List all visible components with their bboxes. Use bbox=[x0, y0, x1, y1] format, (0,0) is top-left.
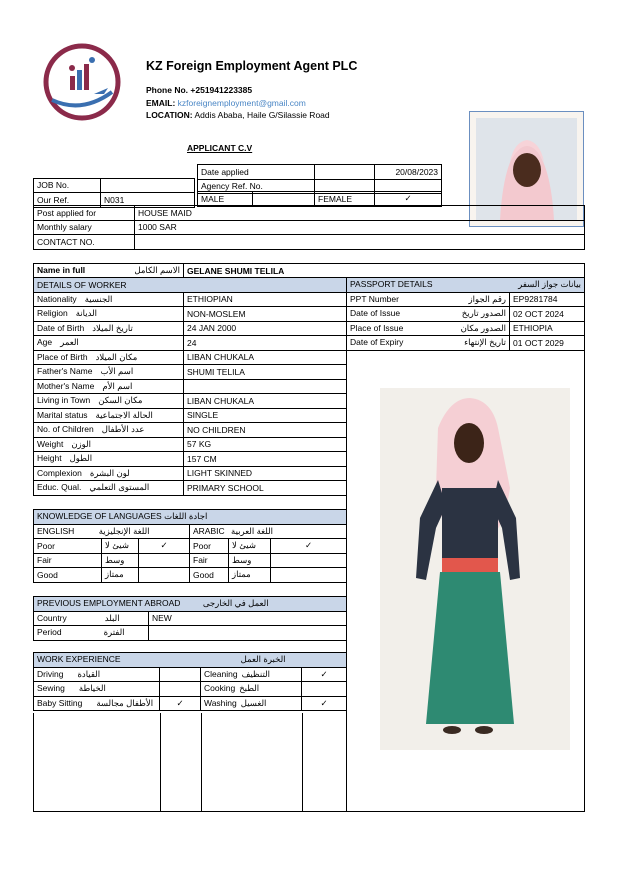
details-label: Marital status bbox=[37, 409, 88, 420]
experience-header: WORK EXPERIENCE bbox=[37, 654, 121, 665]
male-label: MALE bbox=[198, 192, 253, 207]
passport-label: Place of Issue bbox=[350, 322, 404, 333]
passport-value: EP9281784 bbox=[510, 292, 585, 307]
arabic-level-label-ar: شيئ لا bbox=[229, 539, 271, 554]
female-label: FEMALE bbox=[315, 192, 375, 207]
our-ref-value: N031 bbox=[101, 193, 195, 208]
details-value: 57 KG bbox=[184, 437, 347, 452]
check-icon bbox=[271, 568, 347, 583]
details-row bbox=[34, 292, 347, 307]
previous-header-ar: العمل في الخارجى bbox=[202, 598, 269, 609]
agency-ref-label: Agency Ref. No. bbox=[198, 179, 315, 194]
details-label: Date of Birth bbox=[37, 322, 85, 333]
details-row bbox=[34, 481, 347, 496]
details-row bbox=[34, 350, 347, 365]
passport-table bbox=[346, 277, 585, 351]
name-label-ar: الاسم الكامل bbox=[134, 265, 180, 276]
check-icon: ✓ bbox=[302, 696, 347, 711]
experience-label: Driving bbox=[37, 668, 64, 679]
details-label-ar: العمر bbox=[60, 337, 79, 348]
passport-value: ETHIOPIA bbox=[510, 321, 585, 336]
our-ref-label: Our Ref. bbox=[34, 193, 101, 208]
arabic-level-label: Fair bbox=[190, 553, 229, 568]
work-experience-table bbox=[33, 652, 347, 711]
post-table bbox=[33, 205, 585, 250]
details-label-ar: مكان الميلاد bbox=[95, 351, 138, 362]
details-value: SINGLE bbox=[184, 408, 347, 423]
arabic-level-label-ar: ممتاز bbox=[229, 568, 271, 583]
passport-label: Date of Expiry bbox=[350, 337, 404, 348]
period-label-ar: الفترة bbox=[103, 627, 125, 638]
details-value: SHUMI TELILA bbox=[184, 365, 347, 380]
details-row bbox=[34, 379, 347, 394]
check-icon bbox=[139, 553, 190, 568]
details-label-ar: الوزن bbox=[71, 438, 92, 449]
details-value: LIGHT SKINNED bbox=[184, 466, 347, 481]
name-label: Name in full bbox=[37, 265, 86, 276]
passport-value: 01 OCT 2029 bbox=[510, 336, 585, 351]
details-label: No. of Children bbox=[37, 424, 94, 435]
passport-value: 02 OCT 2024 bbox=[510, 307, 585, 322]
arabic-level-label: Good bbox=[190, 568, 229, 583]
period-label: Period bbox=[37, 627, 62, 638]
experience-label-ar: القيادة bbox=[77, 668, 101, 679]
details-row bbox=[34, 437, 347, 452]
details-label: Place of Birth bbox=[37, 351, 88, 362]
passport-label: Date of Issue bbox=[350, 308, 401, 319]
details-row bbox=[34, 365, 347, 380]
details-row bbox=[34, 321, 347, 336]
details-row bbox=[34, 394, 347, 409]
post-label: Post applied for bbox=[34, 206, 135, 221]
details-table bbox=[33, 277, 347, 496]
country-label: Country bbox=[37, 612, 67, 623]
check-icon bbox=[160, 682, 201, 697]
previous-header: PREVIOUS EMPLOYMENT ABROAD bbox=[37, 598, 181, 609]
phone-label: Phone No. bbox=[146, 85, 189, 95]
check-icon bbox=[139, 568, 190, 583]
english-level-label: Poor bbox=[34, 539, 102, 554]
passport-row bbox=[347, 336, 585, 351]
details-label: Educ. Qual. bbox=[37, 482, 82, 493]
post-value: HOUSE MAID bbox=[135, 206, 585, 221]
experience-label: Cleaning bbox=[204, 668, 238, 679]
experience-label-ar: التنظيف bbox=[241, 668, 270, 679]
job-no-label: JOB No. bbox=[34, 178, 101, 193]
details-label-ar: لون البشرة bbox=[89, 467, 130, 478]
salary-label: Monthly salary bbox=[34, 220, 135, 235]
experience-label: Sewing bbox=[37, 683, 65, 694]
experience-label: Washing bbox=[204, 697, 237, 708]
check-icon: ✓ bbox=[160, 696, 201, 711]
passport-label-ar: الصدور مكان bbox=[460, 322, 506, 333]
details-value: NO CHILDREN bbox=[184, 423, 347, 438]
contact-label: CONTACT NO. bbox=[34, 235, 135, 250]
applicant-full-body-photo bbox=[380, 388, 570, 750]
details-label-ar: مكان السكن bbox=[98, 395, 143, 406]
company-name: KZ Foreign Employment Agent PLC bbox=[146, 59, 358, 73]
passport-label-ar: رقم الجواز bbox=[468, 293, 506, 304]
details-label-ar: الديانة bbox=[75, 308, 98, 319]
experience-label-ar: الخياطة bbox=[78, 683, 106, 694]
page-title: APPLICANT C.V bbox=[187, 143, 253, 153]
details-row bbox=[34, 336, 347, 351]
details-label: Nationality bbox=[37, 293, 77, 304]
english-label-ar: اللغة الإنجليزية bbox=[98, 525, 150, 536]
experience-label: Cooking bbox=[204, 683, 236, 694]
details-label: Living in Town bbox=[37, 395, 91, 406]
country-label-ar: البلد bbox=[104, 612, 120, 623]
english-level-label-ar: وسط bbox=[102, 553, 139, 568]
details-row bbox=[34, 408, 347, 423]
arabic-level-label: Poor bbox=[190, 539, 229, 554]
experience-header-ar: الخبرة العمل bbox=[240, 654, 286, 665]
arabic-level-label-ar: وسط bbox=[229, 553, 271, 568]
details-value: 24 JAN 2000 bbox=[184, 321, 347, 336]
location-label: LOCATION: bbox=[146, 110, 193, 120]
job-no-table bbox=[33, 178, 195, 208]
passport-row bbox=[347, 292, 585, 307]
check-icon: ✓ bbox=[375, 192, 442, 207]
check-icon: ✓ bbox=[271, 539, 347, 554]
experience-row bbox=[34, 667, 347, 682]
details-label-ar: اسم الأم bbox=[102, 380, 133, 391]
details-row bbox=[34, 452, 347, 467]
experience-label-ar: الأطفال مجالسة bbox=[96, 697, 154, 708]
details-label: Height bbox=[37, 453, 62, 464]
details-value: ETHIOPIAN bbox=[184, 292, 347, 307]
email-value[interactable]: kzforeignemployment@gmail.com bbox=[177, 97, 306, 108]
details-value: NON-MOSLEM bbox=[184, 307, 347, 322]
experience-label-ar: الطبخ bbox=[239, 683, 260, 694]
arabic-label-ar: اللغة العربية bbox=[231, 525, 274, 536]
date-applied-label: Date applied bbox=[198, 165, 315, 180]
experience-label: Baby Sitting bbox=[37, 697, 83, 708]
english-level-label: Good bbox=[34, 568, 102, 583]
details-value: LIBAN CHUKALA bbox=[184, 394, 347, 409]
location-value: Addis Ababa, Haile G/Silassie Road bbox=[194, 110, 330, 120]
details-label-ar: اسم الأب bbox=[100, 366, 134, 377]
previous-employment-table bbox=[33, 596, 347, 641]
details-header: DETAILS OF WORKER bbox=[34, 278, 347, 293]
passport-header: PASSPORT DETAILS bbox=[350, 279, 433, 290]
languages-header-ar: اجادة اللغات bbox=[164, 511, 208, 522]
language-level-row bbox=[34, 568, 347, 583]
details-value: PRIMARY SCHOOL bbox=[184, 481, 347, 496]
details-label: Religion bbox=[37, 308, 68, 319]
passport-label: PPT Number bbox=[350, 293, 399, 304]
details-value: 157 CM bbox=[184, 452, 347, 467]
details-label-ar: الجنسية bbox=[84, 293, 113, 304]
details-label-ar: الحالة الاجتماعية bbox=[95, 409, 153, 420]
languages-header: KNOWLEDGE OF LANGUAGES bbox=[37, 511, 162, 522]
passport-header-ar: بيانات جواز السفر bbox=[518, 279, 582, 290]
salary-value: 1000 SAR bbox=[135, 220, 585, 235]
language-level-row bbox=[34, 539, 347, 554]
details-label-ar: عدد الأطفال bbox=[101, 424, 145, 435]
details-label: Complexion bbox=[37, 467, 82, 478]
details-label: Age bbox=[37, 337, 53, 348]
email-label: EMAIL: bbox=[146, 97, 176, 108]
experience-row bbox=[34, 682, 347, 697]
experience-row bbox=[34, 696, 347, 711]
english-level-label: Fair bbox=[34, 553, 102, 568]
company-logo-icon bbox=[42, 42, 122, 122]
details-label: Father's Name bbox=[37, 366, 93, 377]
date-applied-value: 20/08/2023 bbox=[375, 165, 442, 180]
passport-label-ar: تاريخ الإنتهاء bbox=[464, 337, 506, 348]
details-row bbox=[34, 307, 347, 322]
passport-row bbox=[347, 307, 585, 322]
details-value: 24 bbox=[184, 336, 347, 351]
details-label: Weight bbox=[37, 438, 64, 449]
english-label: ENGLISH bbox=[37, 525, 75, 536]
country-value: NEW bbox=[149, 611, 347, 626]
language-level-row bbox=[34, 553, 347, 568]
english-level-label-ar: شيئ لا bbox=[102, 539, 139, 554]
check-icon bbox=[302, 682, 347, 697]
company-contact bbox=[146, 84, 330, 122]
english-level-label-ar: ممتاز bbox=[102, 568, 139, 583]
job-info-table bbox=[197, 164, 442, 194]
details-row bbox=[34, 423, 347, 438]
details-label-ar: المستوى التعلمي bbox=[89, 482, 150, 493]
details-value: LIBAN CHUKALA bbox=[184, 350, 347, 365]
details-label: Mother's Name bbox=[37, 380, 95, 391]
phone-value: +251941223385 bbox=[190, 85, 253, 95]
details-label-ar: الطول bbox=[69, 453, 93, 464]
details-label-ar: تاريخ الميلاد bbox=[92, 322, 133, 333]
passport-row bbox=[347, 321, 585, 336]
check-icon bbox=[271, 553, 347, 568]
arabic-label: ARABIC bbox=[193, 525, 225, 536]
languages-table bbox=[33, 509, 347, 583]
check-icon: ✓ bbox=[139, 539, 190, 554]
check-icon: ✓ bbox=[302, 667, 347, 682]
work-experience-filler bbox=[33, 713, 347, 812]
check-icon bbox=[160, 667, 201, 682]
details-value bbox=[184, 379, 347, 394]
experience-label-ar: الغسيل bbox=[240, 697, 267, 708]
passport-label-ar: الصدور تاريخ bbox=[461, 308, 506, 319]
name-value: GELANE SHUMI TELILA bbox=[187, 265, 285, 276]
details-row bbox=[34, 466, 347, 481]
